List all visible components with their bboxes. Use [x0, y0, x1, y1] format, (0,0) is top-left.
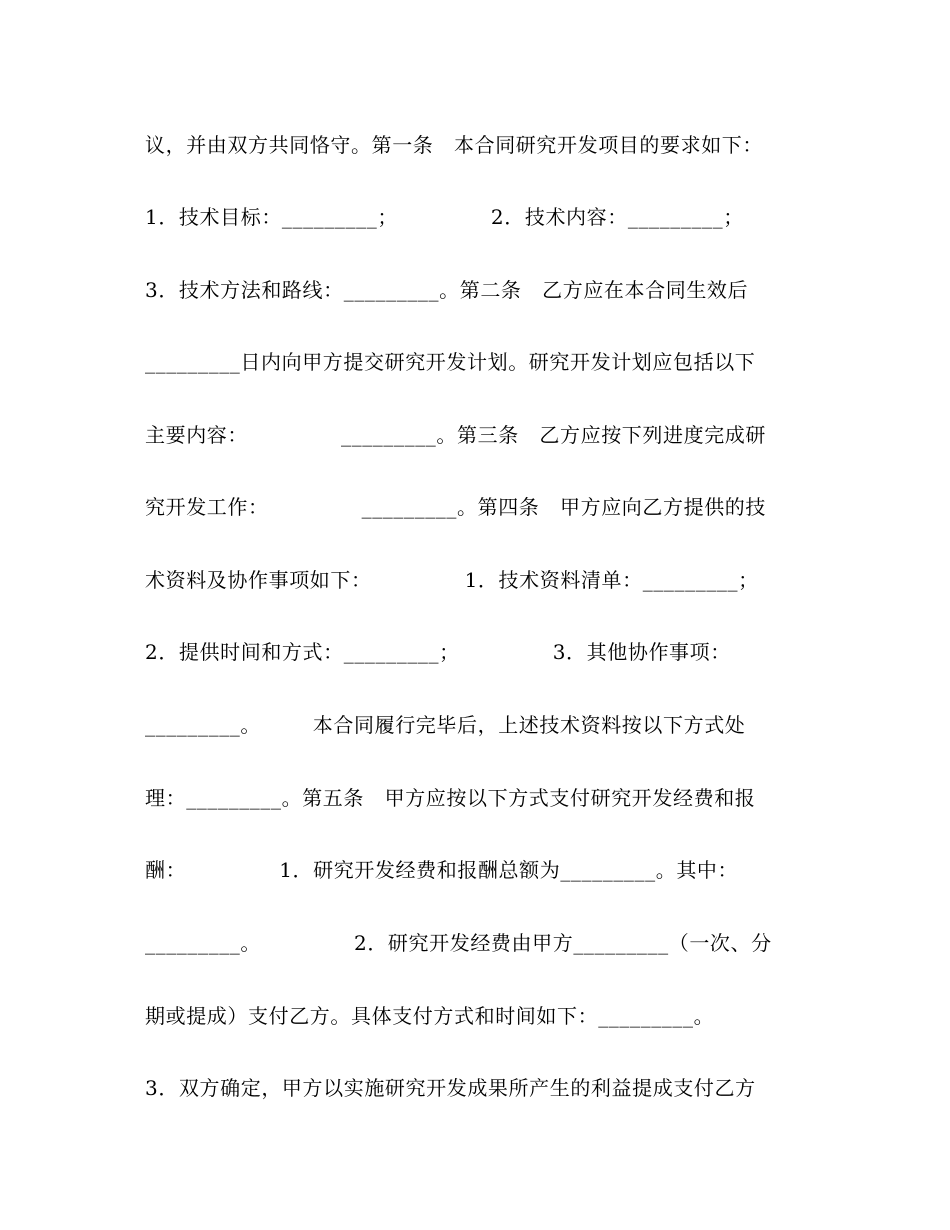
text-line-7: 术资料及协作事项如下： 1．技术资料清单：_________；: [145, 568, 759, 592]
text-line-6: 究开发工作： _________。第四条 甲方应向乙方提供的技: [145, 495, 766, 519]
text-line-10: 理：_________。第五条 甲方应按以下方式支付研究开发经费和报: [145, 786, 756, 810]
text-line-14: 3．双方确定，甲方以实施研究开发成果所产生的利益提成支付乙方: [145, 1076, 756, 1100]
text-line-8: 2．提供时间和方式：_________； 3．其他协作事项：: [145, 640, 731, 664]
text-line-2: 1．技术目标：_________； 2．技术内容：_________；: [145, 205, 744, 229]
text-line-11: 酬： 1．研究开发经费和报酬总额为_________。其中：: [145, 858, 739, 882]
text-line-4: _________日内向甲方提交研究开发计划。研究开发计划应包括以下: [145, 350, 756, 374]
text-line-12: _________。 2．研究开发经费由甲方_________（一次、分: [145, 931, 772, 955]
text-line-1: 议，并由双方共同恪守。第一条 本合同研究开发项目的要求如下：: [145, 133, 763, 157]
text-line-9: _________。 本合同履行完毕后，上述技术资料按以下方式处: [145, 713, 746, 737]
text-line-13: 期或提成）支付乙方。具体支付方式和时间如下：_________。: [145, 1004, 715, 1028]
text-line-3: 3．技术方法和路线：_________。第二条 乙方应在本合同生效后: [145, 278, 749, 302]
text-line-5: 主要内容： _________。第三条 乙方应按下列进度完成研: [145, 423, 766, 447]
